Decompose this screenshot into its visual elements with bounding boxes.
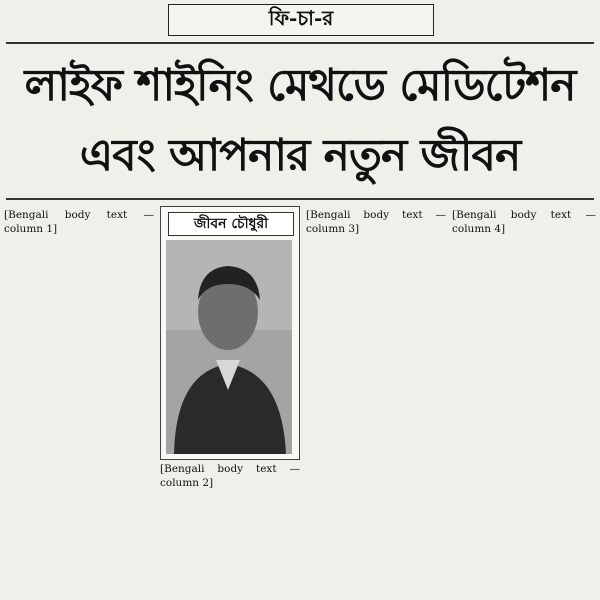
headline-line-1: লাইফ শাইনিং মেথডে মেডিটেশন [24, 60, 576, 111]
section-tag: ফি-চা-র [168, 4, 434, 36]
headline-line-2: এবং আপনার নতুন জীবন [79, 130, 521, 181]
author-portrait-image [166, 240, 292, 454]
author-photo [166, 240, 292, 454]
column-2-text: [Bengali body text — column 2] [160, 463, 300, 489]
article-column-3 [306, 208, 446, 598]
column-4-text: [Bengali body text — column 4] [452, 209, 596, 235]
column-1-text: [Bengali body text — column 1] [4, 209, 154, 235]
author-byline: জীবন চৌধুরী [168, 212, 294, 236]
headline-rule [6, 198, 594, 200]
article-column-4 [452, 208, 596, 598]
article-column-1 [4, 208, 154, 598]
top-rule [6, 42, 594, 44]
article-column-2 [160, 462, 300, 598]
column-3-text: [Bengali body text — column 3] [306, 209, 446, 235]
